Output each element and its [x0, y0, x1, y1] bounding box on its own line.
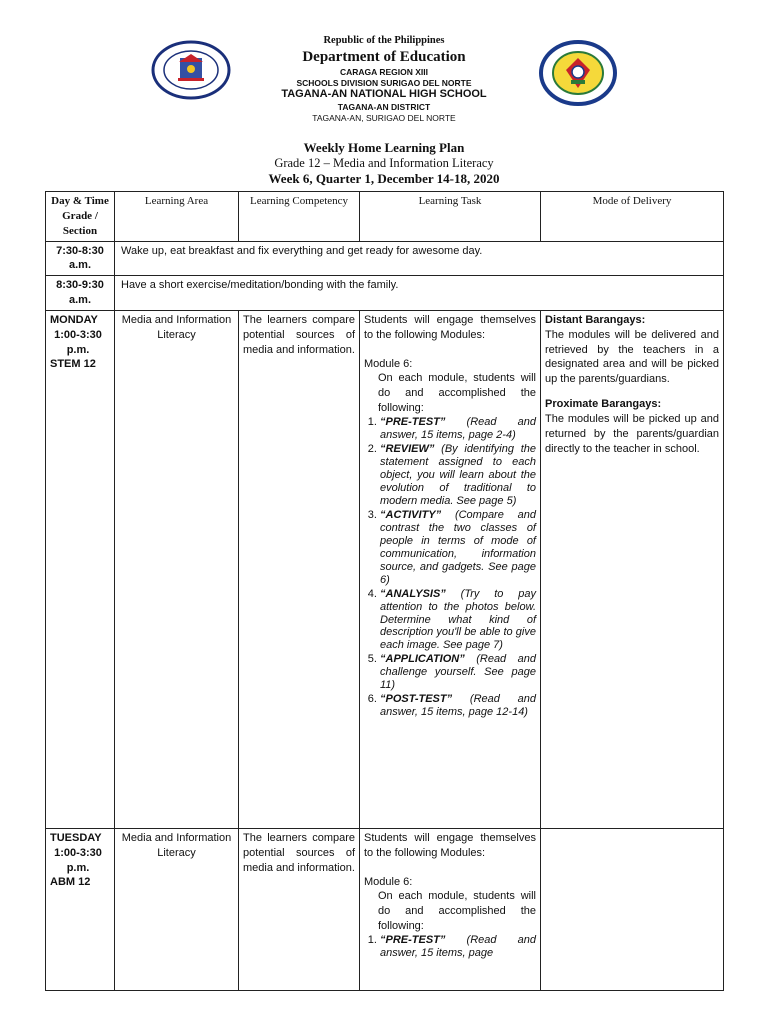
- list-item: 4. “ANALYSIS” (Try to pay attention to the photos below. Determine what kind of description you'll be able to give each image. See page 7): [380, 588, 536, 653]
- header-learning-area: Learning Area: [115, 192, 239, 242]
- routine-activity: Have a short exercise/meditation/bonding with the family.: [115, 276, 724, 311]
- list-item: 1. “PRE-TEST” (Read and answer, 15 items, page 2-4): [380, 416, 536, 442]
- learning-competency: The learners compare potential sources of media and information.: [239, 828, 360, 990]
- table-header-row: [46, 192, 724, 242]
- day-section: ABM 12: [50, 876, 91, 889]
- list-item: 1. “PRE-TEST” (Read and answer, 15 items, page: [380, 934, 536, 960]
- table-row: [46, 828, 724, 990]
- mode-of-delivery: [541, 310, 724, 828]
- district-text: TAGANA-AN DISTRICT: [337, 101, 431, 112]
- routine-time: 8:30-9:30 a.m.: [46, 276, 115, 311]
- task-list: [364, 934, 536, 960]
- mode-proximate-text: The modules will be picked up and returned by the parents/guardian directly to the teacher in school.: [545, 412, 719, 455]
- mode-of-delivery: [541, 828, 724, 990]
- task-list: [364, 416, 536, 719]
- table-row: [46, 310, 724, 828]
- day-time: 1:00-3:30 p.m.: [54, 328, 102, 356]
- table-row: [46, 276, 724, 311]
- mode-distant-text: The modules will be delivered and retrieved by the teachers in a designated area and will be picked up the parents/guardians.: [545, 328, 719, 386]
- day-section: STEM 12: [50, 358, 96, 371]
- learning-task: [360, 310, 541, 828]
- republic-text: Republic of the Philippines: [323, 35, 445, 46]
- day-name: TUESDAY: [50, 831, 102, 844]
- school-name: TAGANA-AN NATIONAL HIGH SCHOOL: [281, 88, 487, 101]
- plan-heading: [0, 140, 768, 186]
- list-item: 6. “POST-TEST” (Read and answer, 15 items, page 12-14): [380, 693, 536, 719]
- learning-plan-table: [45, 191, 724, 991]
- list-item: 2. “REVIEW” (By identifying the statement assigned to each object, you will learn about the evolution of traditional to modern media. See page 5): [380, 443, 536, 508]
- task-intro: Students will engage themselves to the following Modules:: [364, 313, 536, 341]
- learning-competency: The learners compare potential sources of media and information.: [239, 310, 360, 828]
- address-text: TAGANA-AN, SURIGAO DEL NORTE: [312, 112, 456, 123]
- mode-proximate-title: Proximate Barangays:: [545, 398, 662, 411]
- learning-area: Media and Information Literacy: [115, 310, 239, 828]
- header-mode-of-delivery: Mode of Delivery: [541, 192, 724, 242]
- plan-subtitle: Grade 12 – Media and Information Literacy: [274, 155, 494, 170]
- learning-task: [360, 828, 541, 990]
- learning-area: Media and Information Literacy: [115, 828, 239, 990]
- module-label: Module 6:: [364, 875, 413, 888]
- region-text: CARAGA REGION XIII: [340, 66, 428, 77]
- day-time: 1:00-3:30 p.m.: [54, 846, 102, 874]
- day-name: MONDAY: [50, 313, 98, 326]
- task-intro2: On each module, students will do and accomplished the following:: [378, 372, 536, 415]
- task-intro2: On each module, students will do and accomplished the following:: [378, 890, 536, 933]
- header-learning-task: Learning Task: [360, 192, 541, 242]
- division-text: SCHOOLS DIVISION SURIGAO DEL NORTE: [296, 77, 472, 88]
- table-row: [46, 241, 724, 276]
- day-cell: [46, 310, 115, 828]
- task-intro: Students will engage themselves to the following Modules:: [364, 831, 536, 859]
- department-title: Department of Education: [302, 49, 466, 66]
- routine-time: 7:30-8:30 a.m.: [46, 241, 115, 276]
- letterhead: [0, 34, 768, 123]
- header-learning-competency: Learning Competency: [239, 192, 360, 242]
- header-day-time: Day & Time Grade / Section: [46, 192, 115, 242]
- plan-title: Weekly Home Learning Plan: [303, 140, 465, 155]
- module-label: Module 6:: [364, 357, 413, 370]
- plan-week: Week 6, Quarter 1, December 14-18, 2020: [268, 170, 500, 186]
- list-item: 3. “ACTIVITY” (Compare and contrast the two classes of people in terms of mode of communication, information source, and gadgets. See page 6): [380, 509, 536, 587]
- list-item: 5. “APPLICATION” (Read and challenge yourself. See page 11): [380, 653, 536, 692]
- mode-distant-title: Distant Barangays:: [545, 313, 646, 326]
- routine-activity: Wake up, eat breakfast and fix everything and get ready for awesome day.: [115, 241, 724, 276]
- day-cell: [46, 828, 115, 990]
